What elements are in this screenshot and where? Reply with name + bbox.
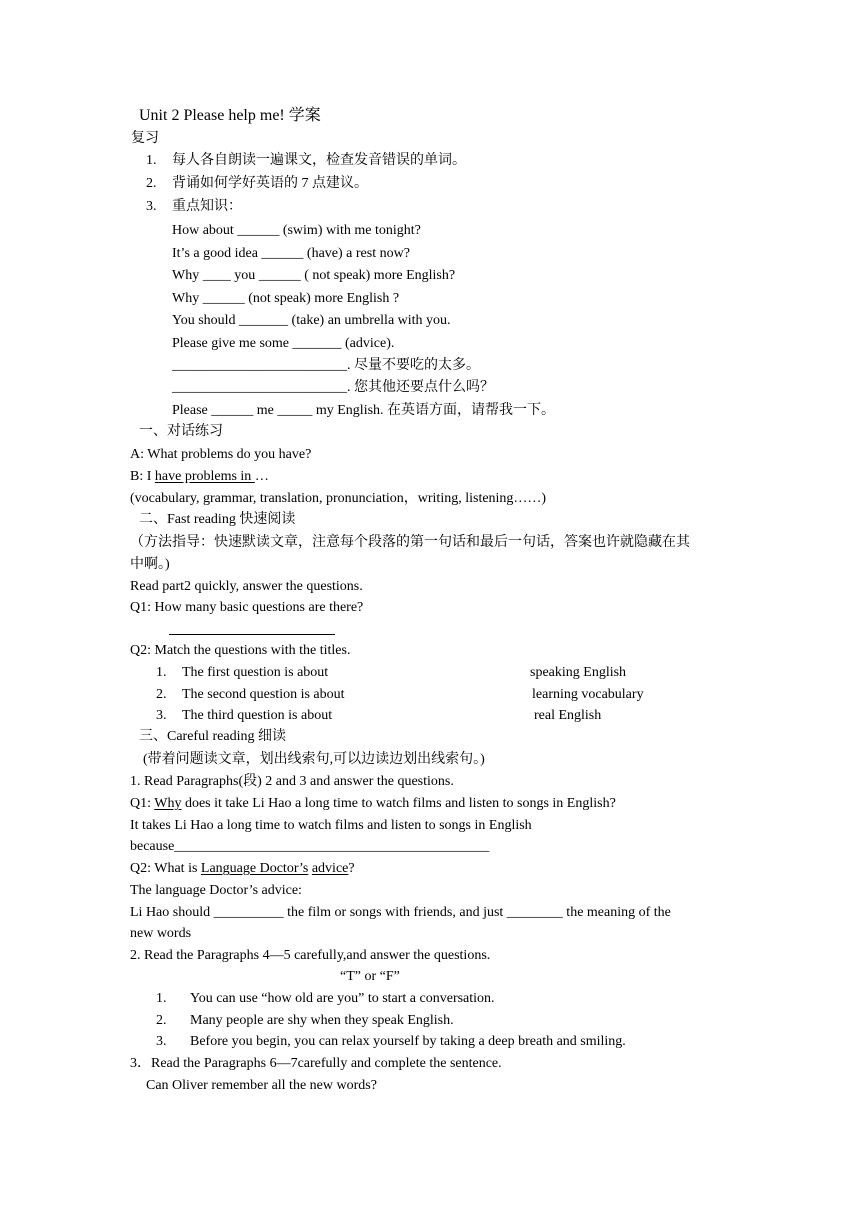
dialog-line-a: A: What problems do you have? [130, 447, 312, 462]
match-num: 2. [156, 687, 167, 702]
fast-reading-guide: （方法指导：快速默读文章，注意每个段落的第一句话和最后一句话，答案也许就隐藏在其 [130, 535, 690, 550]
careful-q2 [130, 860, 355, 878]
review-item-num: 2. [146, 176, 157, 191]
dialog-heading: 一、对话练习 [139, 424, 223, 439]
careful-q1-underlined: Why [154, 796, 182, 811]
key-point-line: Why ______ (not speak) more English ? [172, 291, 400, 306]
key-point-line: You should _______ (take) an umbrella with you. [172, 313, 451, 328]
tf-statement: Many people are shy when they speak English. [190, 1013, 454, 1028]
advice-line: new words [130, 926, 192, 941]
tf-statement: Before you begin, you can relax yourself by taking a deep breath and smiling. [190, 1034, 626, 1049]
key-point-line: Why ____ you ______ ( not speak) more English? [172, 268, 456, 283]
fast-reading-instruction: Read part2 quickly, answer the questions. [130, 579, 363, 594]
dialog-line-b [130, 468, 269, 486]
match-title: learning vocabulary [532, 687, 644, 702]
page-title: Unit 2 Please help me! 学案 [139, 107, 321, 124]
dialog-options: (vocabulary, grammar, translation, pronunciation，writing, listening……) [130, 491, 547, 506]
careful-q1-answer: It takes Li Hao a long time to watch films and listen to songs in English [130, 818, 532, 833]
review-item-text: 每人各自朗读一遍课文，检查发音错误的单词。 [172, 153, 466, 168]
dialog-line-b-prefix: B: I [130, 469, 155, 484]
careful-q1 [130, 795, 616, 813]
careful-reading-heading: 三、Careful reading 细读 [139, 729, 286, 744]
review-item-text: 重点知识： [172, 199, 242, 214]
review-item-num: 3. [146, 199, 157, 214]
match-title: speaking English [530, 665, 627, 680]
careful-q2-prefix: Q2: What is [130, 861, 201, 876]
fast-q1: Q1: How many basic questions are there? [130, 600, 364, 615]
careful-q1-answer: because_____________________________________________ [130, 839, 490, 854]
careful-p1: 1. Read Paragraphs(段) 2 and 3 and answer the questions. [130, 774, 454, 789]
key-point-line: How about ______ (swim) with me tonight? [172, 223, 421, 238]
key-point-line: Please ______ me _____ my English. 在英语方面，请帮我一下。 [172, 403, 556, 418]
careful-reading-guide: (带着问题读文章，划出线索句,可以边读边划出线索句。) [143, 752, 485, 767]
review-item-num: 1. [146, 153, 157, 168]
careful-q2-underlined: advice [311, 861, 349, 876]
careful-q1-prefix: Q1: [130, 796, 155, 811]
careful-q1-rest: does it take Li Hao a long time to watch films and listen to songs in English? [181, 796, 616, 811]
tf-num: 2. [156, 1013, 167, 1028]
advice-line: Li Hao should __________ the film or songs with friends, and just ________ the meaning of the [130, 905, 671, 920]
tf-statement: You can use “how old are you” to start a conversation. [190, 991, 495, 1006]
careful-p2: 2. Read the Paragraphs 4—5 carefully,and answer the questions. [130, 948, 491, 963]
key-point-line: Please give me some _______ (advice). [172, 336, 395, 351]
match-question: The second question is about [182, 687, 345, 702]
fast-q2: Q2: Match the questions with the titles. [130, 643, 351, 658]
advice-label: The language Doctor’s advice: [130, 883, 302, 898]
answer-blank-line [169, 634, 335, 635]
tf-num: 1. [156, 991, 167, 1006]
fast-reading-guide: 中啊。) [130, 557, 170, 572]
careful-p3: 3．Read the Paragraphs 6—7carefully and complete the sentence. [130, 1056, 502, 1071]
tf-num: 3. [156, 1034, 167, 1049]
match-question: The third question is about [182, 708, 333, 723]
true-false-label: “T” or “F” [340, 969, 400, 984]
review-heading: 复习 [131, 131, 159, 146]
match-num: 1. [156, 665, 167, 680]
careful-q2-suffix: ? [348, 861, 355, 876]
dialog-line-b-suffix: … [254, 469, 269, 484]
match-question: The first question is about [182, 665, 329, 680]
key-point-line: It’s a good idea ______ (have) a rest now? [172, 246, 410, 261]
key-point-line: _________________________. 您其他还要点什么吗？ [172, 380, 494, 395]
match-title: real English [534, 708, 602, 723]
review-item-text: 背诵如何学好英语的 7 点建议。 [172, 176, 368, 191]
match-num: 3. [156, 708, 167, 723]
key-point-line: _________________________. 尽量不要吃的太多。 [172, 358, 480, 373]
fast-reading-heading: 二、Fast reading 快速阅读 [139, 512, 296, 527]
careful-p3-question: Can Oliver remember all the new words? [146, 1078, 377, 1093]
careful-q2-underlined: Language Doctor’s [200, 861, 309, 876]
dialog-line-b-underlined: have problems in [154, 469, 255, 484]
